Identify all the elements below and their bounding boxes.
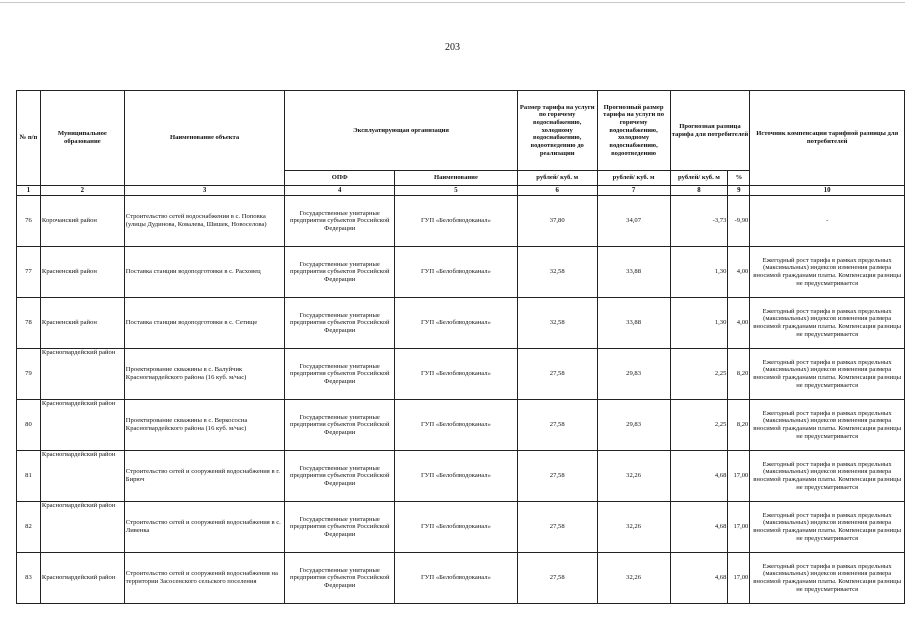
header-object: Наименование объекта <box>124 91 285 186</box>
row-forecast: 32,26 <box>597 553 670 604</box>
row-municipality: Красногвардейский район <box>40 451 124 502</box>
row-tariff: 32,58 <box>517 298 597 349</box>
row-source: Ежегодный рост тарифа в рамках предельных (максимальных) индексов изменения размера вносимой гражданами платы. Компенсация разницы не предусматривается <box>750 247 905 298</box>
header-source: Источник компенсации тарифной разницы для потребителей <box>750 91 905 186</box>
row-opf: Государственные унитарные предприятия субъектов Российской Федерации <box>285 502 395 553</box>
table-row <box>17 400 905 451</box>
row-org: ГУП «Белоблводоканал» <box>395 553 518 604</box>
row-object: Строительство сетей и сооружений водоснабжения на территории Засосенского сельского поселения <box>124 553 285 604</box>
table-row <box>17 502 905 553</box>
row-object: Поставка станции водоподготовки в с. Сетище <box>124 298 285 349</box>
row-num: 81 <box>17 451 41 502</box>
tariff-table <box>16 90 905 604</box>
row-num: 80 <box>17 400 41 451</box>
col-number: 2 <box>40 186 124 196</box>
row-tariff: 27,58 <box>517 349 597 400</box>
row-diff: 4,68 <box>670 451 728 502</box>
row-num: 78 <box>17 298 41 349</box>
row-org: ГУП «Белоблводоканал» <box>395 196 518 247</box>
row-municipality: Корочанский район <box>40 196 124 247</box>
row-pct: 4,00 <box>728 247 750 298</box>
row-num: 76 <box>17 196 41 247</box>
row-org: ГУП «Белоблводоканал» <box>395 451 518 502</box>
header-operator: Эксплуатирующая организация <box>285 91 517 171</box>
row-forecast: 32,26 <box>597 451 670 502</box>
header-forecast-tariff: Прогнозный размер тарифа на услуги по горячему водоснабжению, холодному водоснабжению, водоотведению <box>597 91 670 171</box>
table-row <box>17 196 905 247</box>
row-opf: Государственные унитарные предприятия субъектов Российской Федерации <box>285 553 395 604</box>
col-number: 7 <box>597 186 670 196</box>
row-object: Строительство сетей и сооружений водоснабжения в г. Бирюч <box>124 451 285 502</box>
header-num: № п/п <box>17 91 41 186</box>
row-opf: Государственные унитарные предприятия субъектов Российской Федерации <box>285 247 395 298</box>
row-municipality: Красненский район <box>40 298 124 349</box>
header-forecast-diff: Прогнозная разница тарифа для потребителей <box>670 91 750 171</box>
column-numbers-row <box>17 186 905 196</box>
row-org: ГУП «Белоблводоканал» <box>395 298 518 349</box>
row-municipality: Красногвардейский район <box>40 349 124 400</box>
row-forecast: 33,88 <box>597 298 670 349</box>
page-number: 203 <box>445 42 460 53</box>
table-row <box>17 349 905 400</box>
col-number: 10 <box>750 186 905 196</box>
header-unit-pct: % <box>728 171 750 186</box>
row-tariff: 27,58 <box>517 502 597 553</box>
row-municipality: Красногвардейский район <box>40 400 124 451</box>
row-opf: Государственные унитарные предприятия субъектов Российской Федерации <box>285 298 395 349</box>
row-source: - <box>750 196 905 247</box>
row-source: Ежегодный рост тарифа в рамках предельных (максимальных) индексов изменения размера вносимой гражданами платы. Компенсация разницы не предусматривается <box>750 502 905 553</box>
col-number: 3 <box>124 186 285 196</box>
row-pct: 17,00 <box>728 451 750 502</box>
row-num: 82 <box>17 502 41 553</box>
table-row <box>17 451 905 502</box>
row-municipality: Красногвардейский район <box>40 502 124 553</box>
row-forecast: 29,83 <box>597 349 670 400</box>
row-object: Поставка станции водоподготовки в с. Расховец <box>124 247 285 298</box>
row-opf: Государственные унитарные предприятия субъектов Российской Федерации <box>285 196 395 247</box>
row-source: Ежегодный рост тарифа в рамках предельных (максимальных) индексов изменения размера вносимой гражданами платы. Компенсация разницы не предусматривается <box>750 553 905 604</box>
row-municipality: Красненский район <box>40 247 124 298</box>
row-diff: 4,68 <box>670 502 728 553</box>
row-object: Строительство сетей водоснабжения в с. Поповка (улицы Дудинова, Ковалева, Шишек, Новоселова) <box>124 196 285 247</box>
header-unit-forecast: рублей/ куб. м <box>597 171 670 186</box>
row-forecast: 32,26 <box>597 502 670 553</box>
row-forecast: 29,83 <box>597 400 670 451</box>
row-forecast: 34,07 <box>597 196 670 247</box>
row-org: ГУП «Белоблводоканал» <box>395 247 518 298</box>
row-source: Ежегодный рост тарифа в рамках предельных (максимальных) индексов изменения размера вносимой гражданами платы. Компенсация разницы не предусматривается <box>750 451 905 502</box>
row-pct: -9,90 <box>728 196 750 247</box>
header-unit-diff: рублей/ куб. м <box>670 171 728 186</box>
row-municipality: Красногвардейский район <box>40 553 124 604</box>
row-org: ГУП «Белоблводоканал» <box>395 349 518 400</box>
col-number: 1 <box>17 186 41 196</box>
header-name: Наименование <box>395 171 518 186</box>
row-org: ГУП «Белоблводоканал» <box>395 400 518 451</box>
row-pct: 17,00 <box>728 553 750 604</box>
table-row <box>17 247 905 298</box>
col-number: 6 <box>517 186 597 196</box>
row-opf: Государственные унитарные предприятия субъектов Российской Федерации <box>285 349 395 400</box>
row-source: Ежегодный рост тарифа в рамках предельных (максимальных) индексов изменения размера вносимой гражданами платы. Компенсация разницы не предусматривается <box>750 298 905 349</box>
row-opf: Государственные унитарные предприятия субъектов Российской Федерации <box>285 451 395 502</box>
row-diff: 4,68 <box>670 553 728 604</box>
col-number: 9 <box>728 186 750 196</box>
header-municipality: Муниципальное образование <box>40 91 124 186</box>
row-object: Строительство сетей и сооружений водоснабжения в с. Ливенка <box>124 502 285 553</box>
row-pct: 17,00 <box>728 502 750 553</box>
col-number: 4 <box>285 186 395 196</box>
row-tariff: 27,58 <box>517 553 597 604</box>
header-opf: ОПФ <box>285 171 395 186</box>
row-org: ГУП «Белоблводоканал» <box>395 502 518 553</box>
row-pct: 4,00 <box>728 298 750 349</box>
row-opf: Государственные унитарные предприятия субъектов Российской Федерации <box>285 400 395 451</box>
row-num: 79 <box>17 349 41 400</box>
col-number: 8 <box>670 186 728 196</box>
row-source: Ежегодный рост тарифа в рамках предельных (максимальных) индексов изменения размера вносимой гражданами платы. Компенсация разницы не предусматривается <box>750 349 905 400</box>
table-row <box>17 298 905 349</box>
row-diff: -3,73 <box>670 196 728 247</box>
row-diff: 2,25 <box>670 400 728 451</box>
row-num: 77 <box>17 247 41 298</box>
row-diff: 1,30 <box>670 247 728 298</box>
row-object: Проектирование скважины в с. Веркососна Красногвардейского района (16 куб. м/час) <box>124 400 285 451</box>
row-pct: 8,20 <box>728 400 750 451</box>
col-number: 5 <box>395 186 518 196</box>
row-tariff: 32,58 <box>517 247 597 298</box>
row-source: Ежегодный рост тарифа в рамках предельных (максимальных) индексов изменения размера вносимой гражданами платы. Компенсация разницы не предусматривается <box>750 400 905 451</box>
row-tariff: 37,80 <box>517 196 597 247</box>
row-tariff: 27,58 <box>517 400 597 451</box>
row-forecast: 33,88 <box>597 247 670 298</box>
row-diff: 1,30 <box>670 298 728 349</box>
row-num: 83 <box>17 553 41 604</box>
row-diff: 2,25 <box>670 349 728 400</box>
scan-edge <box>0 2 905 3</box>
row-object: Проектирование скважины в с. Валуйчик Красногвардейского района (16 куб. м/час) <box>124 349 285 400</box>
header-unit-tariff: рублей/ куб. м <box>517 171 597 186</box>
row-pct: 8,20 <box>728 349 750 400</box>
table-row <box>17 553 905 604</box>
header-tariff: Размер тарифа на услуги по горячему водоснабжению, холодному водоснабжению, водоотведению до реализации <box>517 91 597 171</box>
row-tariff: 27,58 <box>517 451 597 502</box>
